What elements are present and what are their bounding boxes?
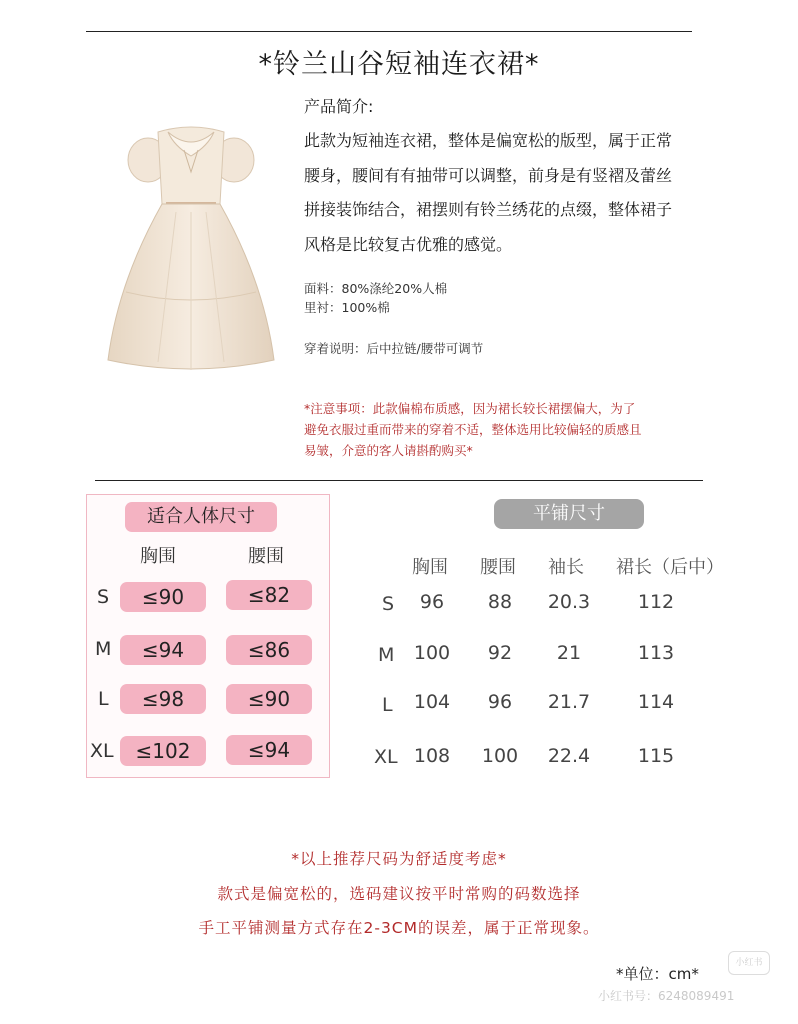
watermark-logo: 小红书	[728, 951, 770, 975]
intro-text	[304, 124, 764, 262]
footer-note-1: *以上推荐尺码为舒适度考虑*	[291, 850, 507, 868]
body-bust-value: ≤94	[120, 635, 206, 665]
flat-size-label: M	[378, 644, 395, 666]
unit-label: *单位：cm*	[616, 965, 699, 983]
flat-header-bust: 胸围	[412, 557, 448, 578]
flat-size-title: 平铺尺寸	[494, 499, 644, 529]
flat-header-waist: 腰围	[480, 557, 516, 578]
flat-value: 100	[481, 745, 519, 767]
footer-note-2: 款式是偏宽松的，选码建议按平时常购的码数选择	[217, 885, 581, 903]
flat-value: 21.7	[547, 691, 591, 713]
flat-value: 113	[637, 642, 675, 664]
fabric-info: 面料：80%涤纶20%人棉	[304, 281, 448, 296]
body-header-waist: 腰围	[248, 546, 284, 567]
body-bust-value: ≤102	[120, 736, 206, 766]
flat-header-sleeve: 袖长	[548, 557, 584, 578]
body-bust-value: ≤98	[120, 684, 206, 714]
body-size-label: L	[98, 688, 109, 710]
flat-value: 20.3	[547, 591, 591, 613]
flat-header-length: 裙长（后中）	[616, 557, 724, 578]
footer-note-3: 手工平铺测量方式存在2-3CM的误差，属于正常现象。	[198, 919, 600, 937]
body-waist-value: ≤86	[226, 635, 312, 665]
body-size-label: XL	[90, 740, 114, 762]
body-waist-value: ≤90	[226, 684, 312, 714]
flat-value: 96	[487, 691, 513, 713]
middle-divider	[95, 480, 703, 481]
body-size-label: S	[97, 586, 110, 608]
flat-value: 88	[487, 591, 513, 613]
flat-value: 108	[413, 745, 451, 767]
intro-heading: 产品简介:	[304, 97, 374, 116]
watermark: 小红书号：6248089491	[598, 989, 735, 1003]
intro-line: 此款为短袖连衣裙，整体是偏宽松的版型，属于正常	[304, 131, 673, 150]
flat-value: 115	[637, 745, 675, 767]
flat-value: 21	[556, 642, 582, 664]
intro-line: 腰身，腰间有有抽带可以调整，前身是有竖褶及蕾丝	[304, 165, 673, 185]
flat-value: 104	[413, 691, 451, 713]
body-bust-value: ≤90	[120, 582, 206, 612]
flat-value: 112	[637, 591, 675, 613]
top-divider	[86, 31, 692, 32]
notice	[304, 398, 734, 461]
body-waist-value: ≤94	[226, 735, 312, 765]
flat-value: 22.4	[547, 745, 591, 767]
lining-info: 里衬：100%棉	[304, 300, 390, 315]
body-waist-value: ≤82	[226, 580, 312, 610]
flat-value: 96	[419, 591, 445, 613]
product-title: *铃兰山谷短袖连衣裙*	[258, 49, 540, 80]
body-header-bust: 胸围	[140, 546, 176, 567]
flat-size-label: L	[382, 694, 393, 716]
notice-line: *注意事项：此款偏棉布质感，因为裙长较长裙摆偏大，为了	[304, 401, 636, 416]
wear-info: 穿着说明：后中拉链/腰带可调节	[304, 341, 484, 356]
notice-line: 易皱，介意的客人请斟酌购买*	[304, 443, 473, 458]
flat-size-label: XL	[374, 746, 398, 768]
intro-line: 拼接装饰结合，裙摆则有铃兰绣花的点缀，整体裙子	[304, 200, 673, 219]
body-size-label: M	[95, 638, 112, 660]
notice-line: 避免衣服过重而带来的穿着不适，整体选用比较偏轻的质感且	[304, 422, 642, 437]
body-size-title: 适合人体尺寸	[125, 502, 277, 532]
dress-image	[96, 112, 286, 384]
flat-value: 100	[413, 642, 451, 664]
intro-line: 风格是比较复古优雅的感觉。	[304, 234, 513, 254]
flat-value: 114	[637, 691, 675, 713]
flat-size-label: S	[382, 593, 395, 615]
flat-value: 92	[487, 642, 513, 664]
